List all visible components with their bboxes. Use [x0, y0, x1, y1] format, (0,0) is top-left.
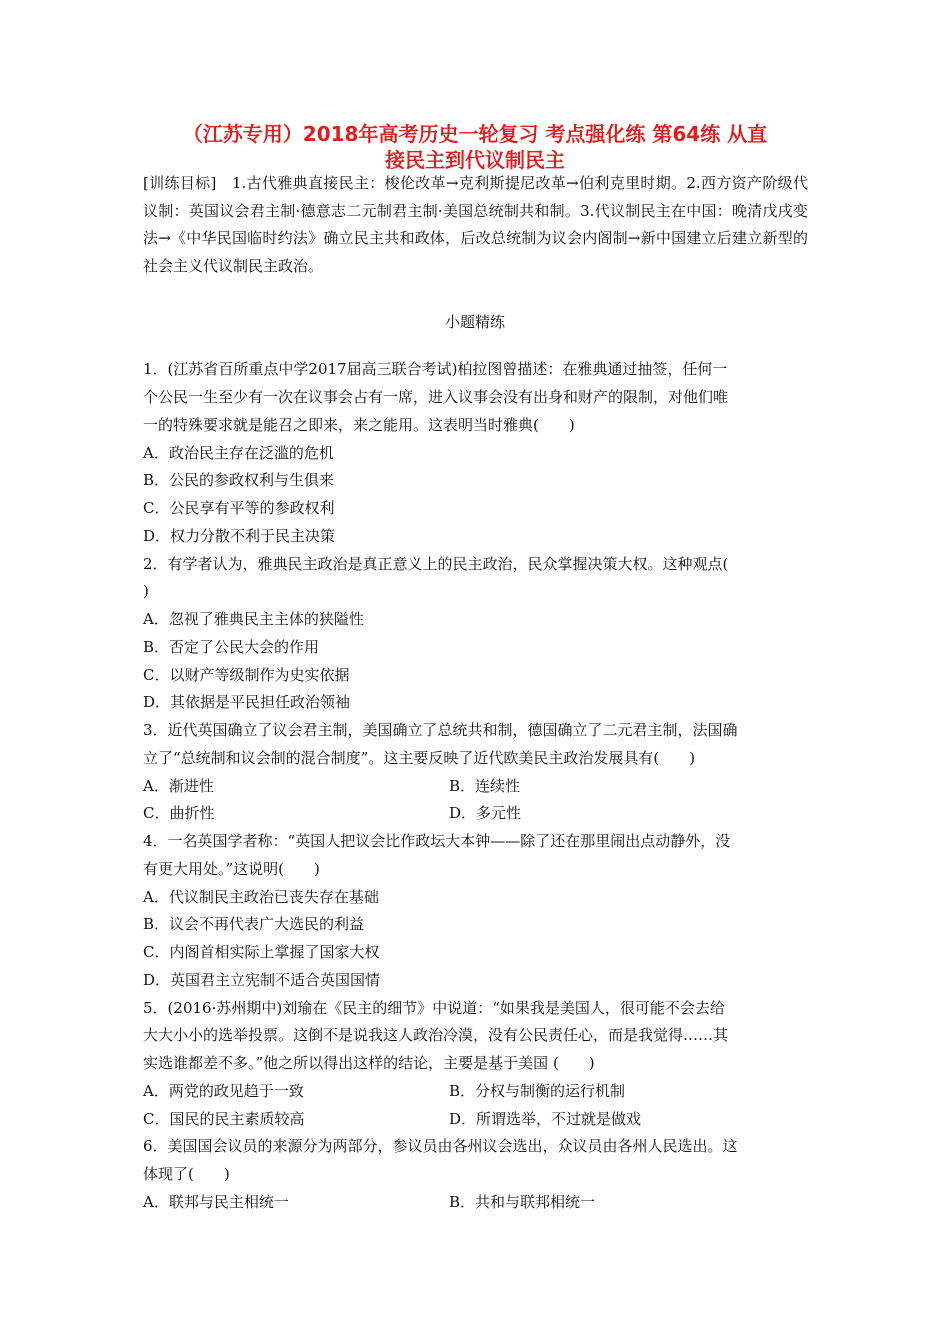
q3-option-c: C．曲折性 [143, 804, 215, 822]
q2-option-c: C．以财产等级制作为史实依据 [143, 666, 350, 684]
q6-stem-line-2: 体现了( ) [143, 1165, 230, 1183]
q2-option-d: D．其依据是平民担任政治领袖 [143, 693, 351, 711]
q3-option-b: B．连续性 [449, 777, 521, 795]
q3-option-d: D．多元性 [449, 804, 522, 822]
q5-options-row-2 [143, 1108, 808, 1130]
document-title [130, 121, 820, 173]
q3-options-row-1 [143, 775, 808, 797]
q5-stem-line-1: 5．(2016·苏州期中)刘瑜在《民主的细节》中说道：“如果我是美国人，很可能不会去给 [143, 999, 725, 1017]
q4-option-a: A．代议制民主政治已丧失存在基础 [143, 888, 379, 906]
q5-option-a: A．两党的政见趋于一致 [143, 1082, 304, 1100]
title-line-2: 接民主到代议制民主 [385, 148, 565, 172]
q1-stem-line-1: 1．(江苏省百所重点中学2017届高三联合考试)柏拉图曾描述：在雅典通过抽签，任何一 [143, 360, 728, 378]
q2-stem-line-2: ) [143, 582, 149, 600]
q6-stem-line-1: 6．美国国会议员的来源分为两部分，参议员由各州议会选出，众议员由各州人民选出。这 [143, 1137, 738, 1155]
q1-option-d: D．权力分散不利于民主决策 [143, 527, 336, 545]
q2-option-b: B．否定了公民大会的作用 [143, 638, 320, 656]
q5-stem-line-2: 大大小小的选举投票。这倒不是说我这人政治冷漠，没有公民责任心，而是我觉得……其 [143, 1026, 729, 1044]
q4-option-c: C．内阁首相实际上掌握了国家大权 [143, 943, 380, 961]
q3-stem-line-2: 立了“总统制和议会制的混合制度”。这主要反映了近代欧美民主政治发展具有( ) [143, 749, 696, 767]
q1-option-b: B．公民的参政权利与生俱来 [143, 471, 335, 489]
q3-option-a: A．渐进性 [143, 777, 214, 795]
title-line-1: （江苏专用）2018年高考历史一轮复习 考点强化练 第64练 从直 [182, 122, 768, 146]
q4-stem-line-1: 4．一名英国学者称：“英国人把议会比作政坛大本钟——除了还在那里闹出点动静外，没 [143, 832, 731, 850]
q6-option-a: A．联邦与民主相统一 [143, 1193, 289, 1211]
q3-stem-line-1: 3．近代英国确立了议会君主制，美国确立了总统共和制，德国确立了二元君主制，法国确 [143, 721, 738, 739]
q5-option-c: C．国民的民主素质较高 [143, 1110, 305, 1128]
q5-options-row-1 [143, 1080, 808, 1102]
section-heading: 小题精练 [444, 313, 505, 331]
q3-options-row-2 [143, 802, 808, 824]
q1-stem-line-3: 一的特殊要求就是能召之即来，来之能用。这表明当时雅典( ) [143, 416, 575, 434]
q5-option-b: B．分权与制衡的运行机制 [449, 1082, 626, 1100]
q2-stem-line-1: 2．有学者认为，雅典民主政治是真正意义上的民主政治，民众掌握决策大权。这种观点( [143, 555, 729, 573]
q6-options-row-1 [143, 1191, 808, 1213]
q4-stem-line-2: 有更大用处。”这说明( ) [143, 860, 320, 878]
q6-option-b: B．共和与联邦相统一 [449, 1193, 596, 1211]
q1-option-c: C．公民享有平等的参政权利 [143, 499, 335, 517]
q5-stem-line-3: 实选谁都差不多。”他之所以得出这样的结论，主要是基于美国 ( ) [143, 1054, 595, 1072]
q2-option-a: A．忽视了雅典民主主体的狭隘性 [143, 610, 364, 628]
q1-stem-line-2: 个公民一生至少有一次在议事会占有一席，进入议事会没有出身和财产的限制，对他们唯 [143, 388, 729, 406]
q4-option-b: B．议会不再代表广大选民的利益 [143, 915, 365, 933]
q5-option-d: D．所谓选举，不过就是做戏 [449, 1110, 642, 1128]
q1-option-a: A．政治民主存在泛滥的危机 [143, 444, 334, 462]
training-goal-paragraph: [训练目标] 1.古代雅典直接民主：梭伦改革→克利斯提尼改革→伯利克里时期。2.西方资产阶级代议制：英国议会君主制·德意志二元制君主制·美国总统制共和制。3.代议制民主在中国：晚清戊戌变法→《中华民国临时约法》确立民主共和政体，后改总统制为议会内阁制→新中国建立后建立新型的社会主义代议制民主政治。 [143, 174, 808, 275]
q4-option-d: D．英国君主立宪制不适合英国国情 [143, 971, 381, 989]
